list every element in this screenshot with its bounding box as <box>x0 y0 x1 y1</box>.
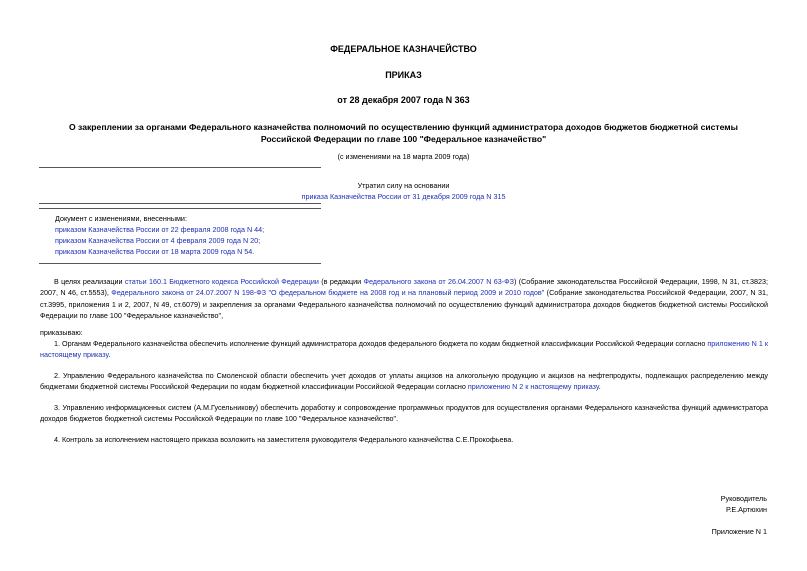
preamble: В целях реализации статьи 160.1 Бюджетного кодекса Российской Федерации (в редакции Федерального закона от 26.04.2007 N 63-ФЗ) (Собрание законодательства Российской Федерации, 1998, N 31, ст.3823; 2007, N 46, ст.5553), Федерального закона от 24.07.2007 N 198-ФЗ "О федеральном бюджете на 2008 год и на плановый период 2009 и 2010 годов" (Собрание законодательства Российской Федерации, 2007, N 31, ст.3995, приложения 1 и 2, 2007, N 49, ст.6079) и закрепления за органами Федерального казначейства полномочий по осуществлению функций администратора доходов бюджетов бюджетной системы Российской Федерации по главе 100 "Федеральное казначейство", <box>40 277 769 321</box>
expired-notice <box>0 191 807 202</box>
clause-1: 1. Органам Федерального казначейства обеспечить исполнение функций администратора доходов федерального бюджета по кодам бюджетной классификации Российской Федерации согласно приложению N 1 к настоящему приказу. <box>40 339 768 360</box>
order-word: приказываю: <box>40 328 83 337</box>
appendix-1-link[interactable]: приложению N 1 к настоящему приказу <box>40 339 768 360</box>
expired-link[interactable]: приказа Казначейства России от 31 декабря 2009 года N 315 <box>301 192 506 201</box>
doc-title: О закреплении за органами Федерального казначейства полномочий по осуществлению функций администратора доходов бюджетов бюджетной системы Российской Федерации по главе 100 "Федеральное казначейство" <box>68 122 738 144</box>
budget-code-link[interactable]: статьи 160.1 Бюджетного кодекса Российской Федерации <box>124 277 319 286</box>
federal-law-198-link[interactable]: Федерального закона от 24.07.2007 N 198-ФЗ "О федеральном бюджете на 2008 год и на плановый период 2009 и 2010 годов" <box>111 288 545 298</box>
divider <box>39 263 321 264</box>
divider <box>39 208 321 209</box>
divider <box>39 167 321 168</box>
amendment-link[interactable]: приказом Казначейства России от 22 февраля 2008 года N 44; <box>55 225 265 234</box>
signature-position: Руководитель <box>720 494 767 503</box>
clause-3: 3. Управлению информационных систем (А.М.Гусельникову) обеспечить доработку и сопровождение программных продуктов для осуществления органами Федерального казначейства функций администратора доходов бюджетов бюджетной системы Российской Федерации по главе 100 "Федеральное казначейство". <box>40 403 768 424</box>
amendments-block <box>55 213 355 257</box>
doc-date: от 28 декабря 2007 года N 363 <box>337 95 470 105</box>
amendments-intro: Документ с изменениями, внесенными: <box>55 214 187 223</box>
appendix-2-link[interactable]: приложению N 2 к настоящему приказу <box>467 382 599 392</box>
org-name: ФЕДЕРАЛЬНОЕ КАЗНАЧЕЙСТВО <box>330 44 477 54</box>
appendix-label: Приложение N 1 <box>711 527 767 536</box>
amendment-link[interactable]: приказом Казначейства России от 4 февраля 2009 года N 20; <box>55 236 261 245</box>
divider <box>39 203 321 204</box>
amendment-link[interactable]: приказом Казначейства России от 18 марта 2009 года N 54. <box>55 247 255 256</box>
signature-name: Р.Е.Артюхин <box>725 505 767 514</box>
federal-law-63-link[interactable]: Федерального закона от 26.04.2007 N 63-ФЗ <box>363 277 514 286</box>
expired-label: Утратил силу на основании <box>357 181 450 190</box>
clause-4: 4. Контроль за исполнением настоящего приказа возложить на заместителя руководителя Федерального казначейства С.Е.Прокофьева. <box>54 435 514 444</box>
doc-type: ПРИКАЗ <box>385 70 422 80</box>
amend-note: (с изменениями на 18 марта 2009 года) <box>337 152 470 161</box>
clause-2: 2. Управлению Федерального казначейства по Смоленской области обеспечить учет доходов от уплаты акцизов на алкогольную продукцию и акцизов на нефтепродукты, подлежащих распределению между бюджетами бюджетной системы Российской Федерации по кодам бюджетной классификации Российской Федерации согласно приложению N 2 к настоящему приказу. <box>40 371 768 392</box>
